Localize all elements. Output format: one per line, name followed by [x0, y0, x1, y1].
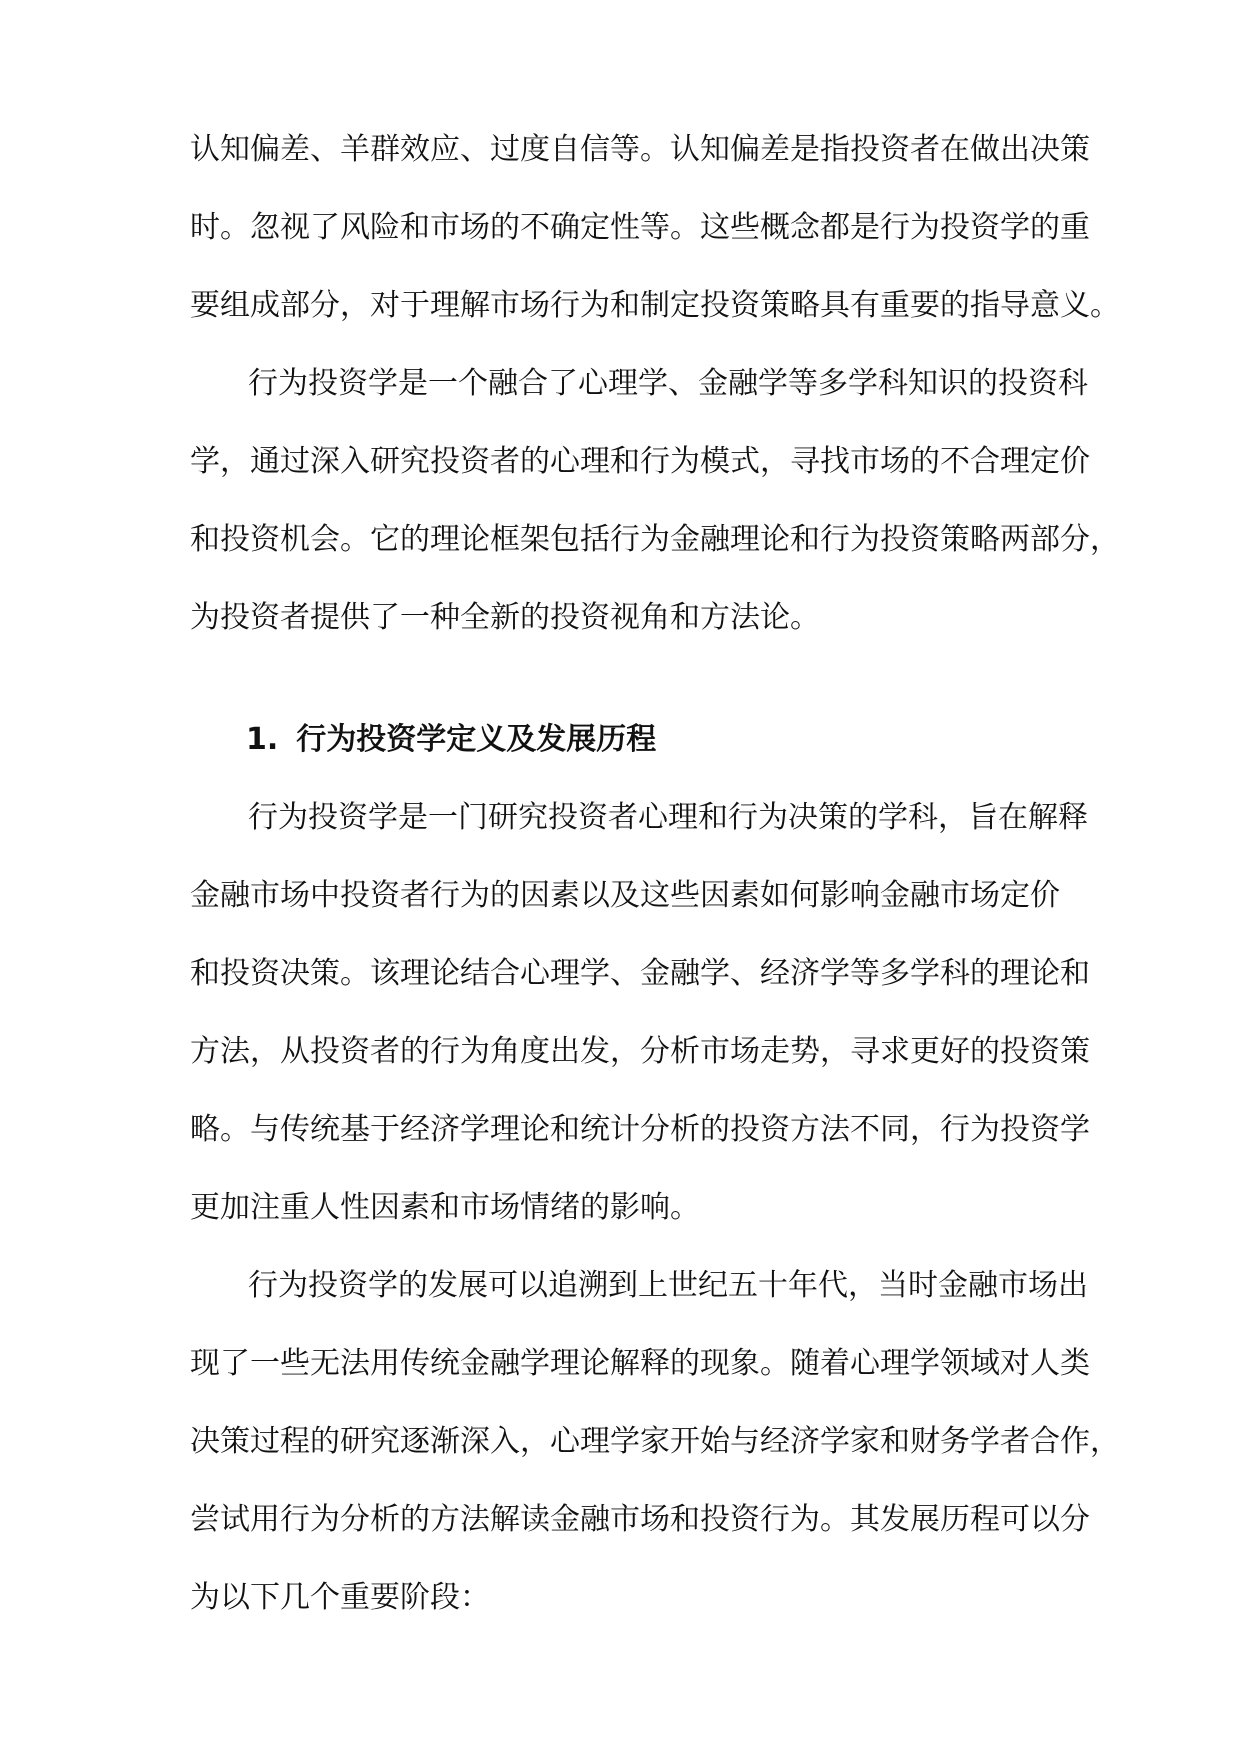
text-line: 学，通过深入研究投资者的心理和行为模式，寻找市场的不合理定价 — [190, 444, 1090, 479]
text-line: 行为投资学是一个融合了心理学、金融学等多学科知识的投资科 — [248, 366, 1088, 401]
section-number: 1. — [246, 722, 279, 757]
text-line: 金融市场中投资者行为的因素以及这些因素如何影响金融市场定价 — [190, 878, 1060, 913]
text-line: 要组成部分，对于理解市场行为和制定投资策略具有重要的指导意义。 — [190, 288, 1120, 323]
paragraph-4 — [190, 1264, 1120, 1620]
text-line: 为以下几个重要阶段： — [190, 1580, 490, 1615]
text-line: 时。忽视了风险和市场的不确定性等。这些概念都是行为投资学的重 — [190, 210, 1090, 245]
section-heading — [190, 718, 1050, 762]
paragraph-2 — [190, 362, 1120, 640]
text-line: 方法，从投资者的行为角度出发，分析市场走势，寻求更好的投资策 — [190, 1034, 1090, 1069]
text-line: 行为投资学的发展可以追溯到上世纪五十年代，当时金融市场出 — [248, 1268, 1088, 1303]
document-page — [190, 128, 1120, 1620]
text-line: 现了一些无法用传统金融学理论解释的现象。随着心理学领域对人类 — [190, 1346, 1090, 1381]
text-line: 更加注重人性因素和市场情绪的影响。 — [190, 1190, 700, 1225]
text-line: 和投资机会。它的理论框架包括行为金融理论和行为投资策略两部分， — [190, 522, 1120, 557]
text-line: 尝试用行为分析的方法解读金融市场和投资行为。其发展历程可以分 — [190, 1502, 1090, 1537]
text-line: 略。与传统基于经济学理论和统计分析的投资方法不同，行为投资学 — [190, 1112, 1090, 1147]
paragraph-3 — [190, 796, 1090, 1230]
text-line: 行为投资学是一门研究投资者心理和行为决策的学科，旨在解释 — [248, 800, 1088, 835]
text-line: 和投资决策。该理论结合心理学、金融学、经济学等多学科的理论和 — [190, 956, 1090, 991]
section-title: 行为投资学定义及发展历程 — [296, 722, 657, 757]
text-line: 认知偏差、羊群效应、过度自信等。认知偏差是指投资者在做出决策 — [190, 132, 1090, 167]
text-line: 决策过程的研究逐渐深入，心理学家开始与经济学家和财务学者合作， — [190, 1424, 1120, 1459]
paragraph-1 — [190, 128, 1120, 328]
text-line: 为投资者提供了一种全新的投资视角和方法论。 — [190, 600, 820, 635]
